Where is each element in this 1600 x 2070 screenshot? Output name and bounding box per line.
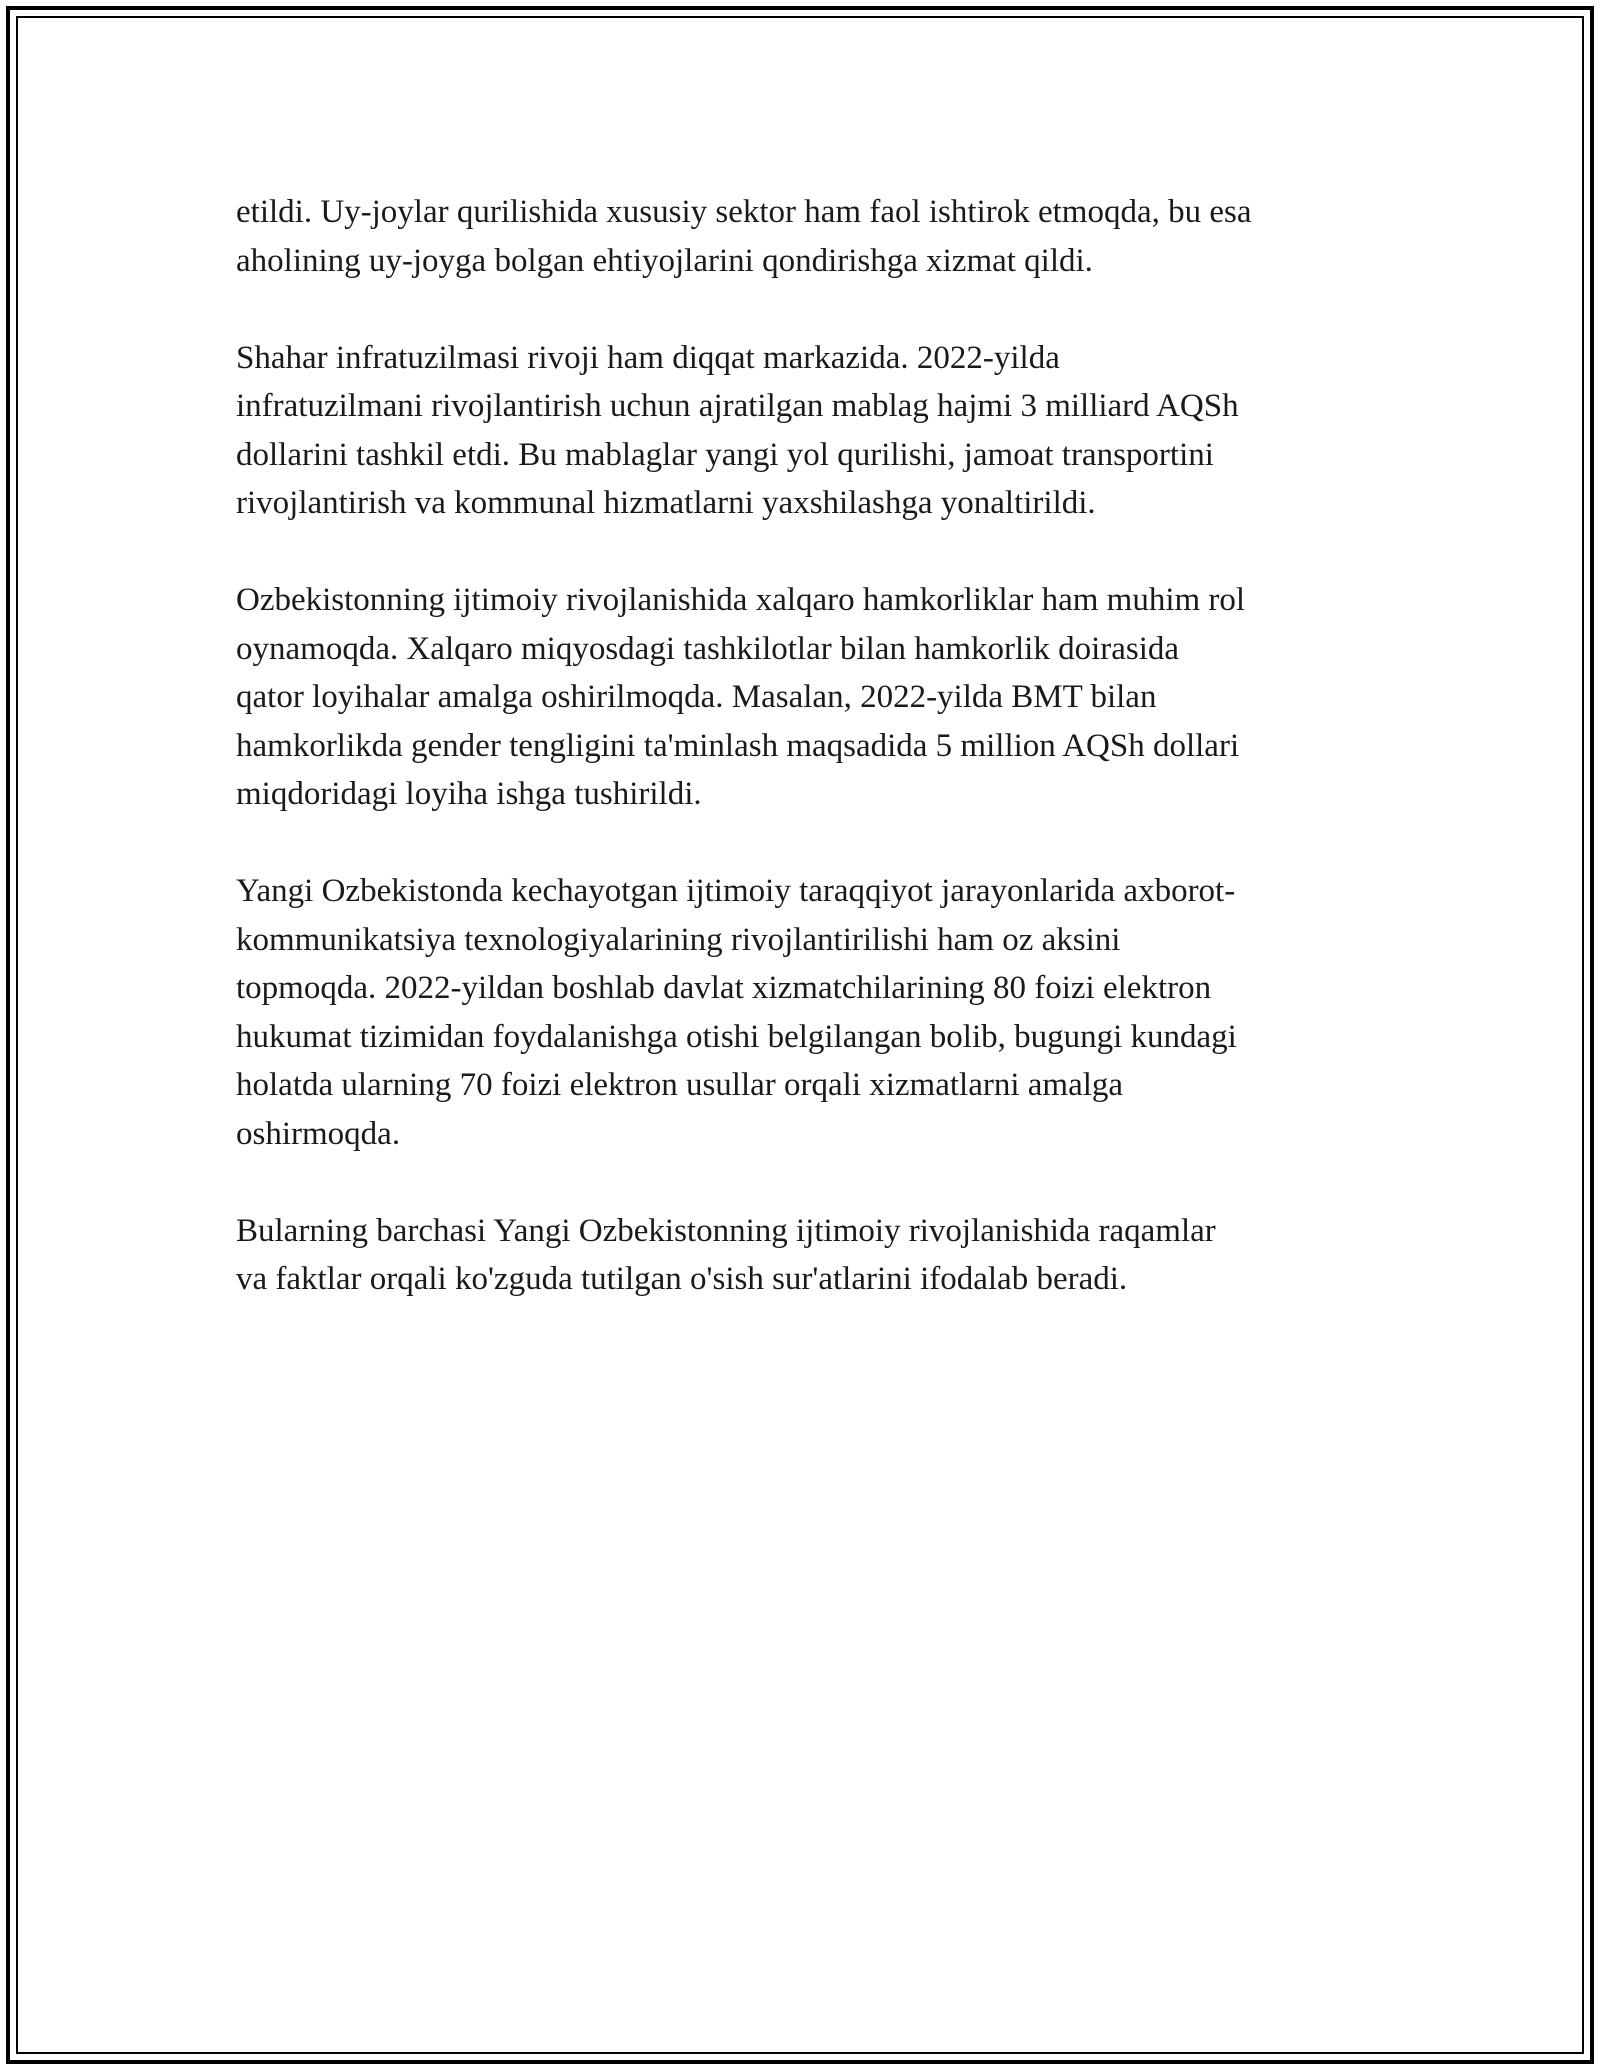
paragraph-housing: etildi. Uy-joylar qurilishida xususiy sektor ham faol ishtirok etmoqda, bu esa aholining uy-joyga bolgan ehtiyojlarini qondirishga xizmat qildi.	[236, 194, 1252, 279]
paragraph-conclusion: Bularning barchasi Yangi Ozbekistonning ijtimoiy rivojlanishida raqamlar va faktlar orqali ko'zguda tutilgan o'sish sur'atlarini ifodalab beradi.	[236, 1212, 1216, 1297]
paragraph-infrastructure: Shahar infratuzilmasi rivoji ham diqqat markazida. 2022-yilda infratuzilmani rivojlantirish uchun ajratilgan mablag hajmi 3 milliard AQSh dollarini tashkil etdi. Bu mablaglar yangi yol qurilishi, jamoat transportini rivojlantirish va kommunal hizmatlarni yaxshilashga yonaltirildi.	[236, 339, 1239, 521]
paragraph-international-cooperation: Ozbekistonning ijtimoiy rivojlanishida xalqaro hamkorliklar ham muhim rol oynamoqda. Xalqaro miqyosdagi tashkilotlar bilan hamkorlik doirasida qator loyihalar amalga oshirilmoqda. Masalan, 2022-yilda BMT bilan hamkorlikda gender tengligini ta'minlash maqsadida 5 million AQSh dollari miqdoridagi loyiha ishga tushirildi.	[236, 582, 1246, 812]
document-body	[236, 188, 1366, 1352]
paragraph-ict-development: Yangi Ozbekistonda kechayotgan ijtimoiy taraqqiyot jarayonlarida axborot- kommunikatsiya texnologiyalarining rivojlantirilishi ham oz aksini topmoqda. 2022-yildan boshlab davlat xizmatchilarining 80 foizi elektron hukumat tizimidan foydalanishga otishi belgilangan bolib, bugungi kundagi holatda ularning 70 foizi elektron usullar orqali xizmatlarni amalga oshirmoqda.	[236, 873, 1237, 1152]
